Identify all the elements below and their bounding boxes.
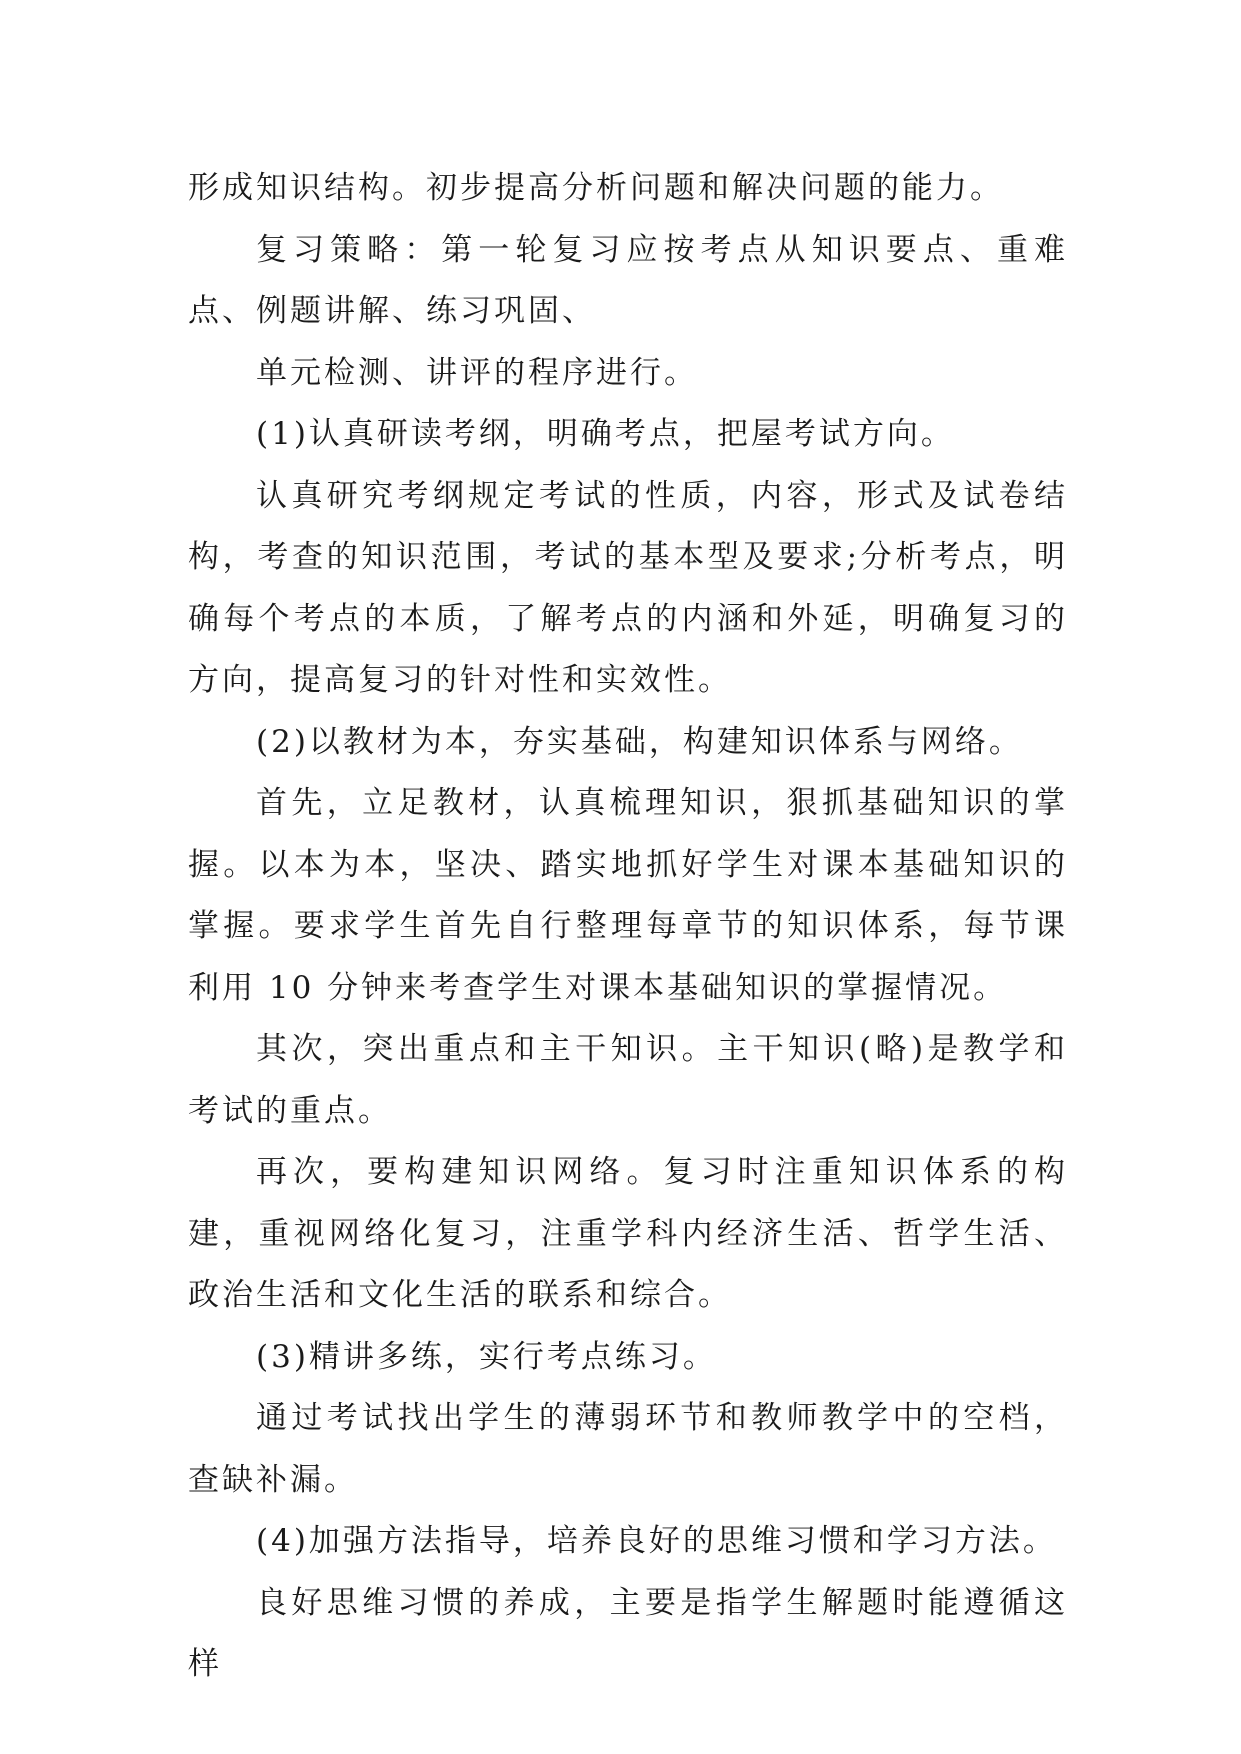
paragraph: 其次，突出重点和主干知识。主干知识(略)是教学和考试的重点。	[188, 1031, 1068, 1129]
paragraph: 形成知识结构。初步提高分析问题和解决问题的能力。	[188, 170, 1004, 206]
paragraph: (4)加强方法指导，培养良好的思维习惯和学习方法。	[256, 1523, 1057, 1559]
paragraph: (2)以教材为本，夯实基础，构建知识体系与网络。	[256, 723, 1023, 760]
paragraph: 认真研究考纲规定考试的性质，内容，形式及试卷结构，考查的知识范围，考试的基本型及要求;分析考点，明确每个考点的本质，了解考点的内涵和外延，明确复习的方向，提高复习的针对性和实效性。	[188, 477, 1068, 698]
paragraph: 再次，要构建知识网络。复习时注重知识体系的构建，重视网络化复习，注重学科内经济生活、哲学生活、政治生活和文化生活的联系和综合。	[188, 1154, 1068, 1313]
paragraph: 首先，立足教材，认真梳理知识，狠抓基础知识的掌握。以本为本，坚决、踏实地抓好学生对课本基础知识的掌握。要求学生首先自行整理每章节的知识体系，每节课利用 10 分钟来考查学生对课本基础知识的掌握情况。	[188, 785, 1068, 1006]
paragraph: 通过考试找出学生的薄弱环节和教师教学中的空档，查缺补漏。	[188, 1400, 1068, 1498]
paragraph: (1)认真研读考纲，明确考点，把屋考试方向。	[256, 416, 955, 452]
paragraph: 单元检测、讲评的程序进行。	[256, 354, 698, 391]
paragraph: 复习策略：第一轮复习应按考点从知识要点、重难点、例题讲解、练习巩固、	[188, 231, 1068, 329]
body-text	[188, 158, 1068, 1696]
paragraph: 良好思维习惯的养成，主要是指学生解题时能遵循这样	[188, 1584, 1068, 1682]
paragraph: (3)精讲多练，实行考点练习。	[256, 1338, 717, 1375]
